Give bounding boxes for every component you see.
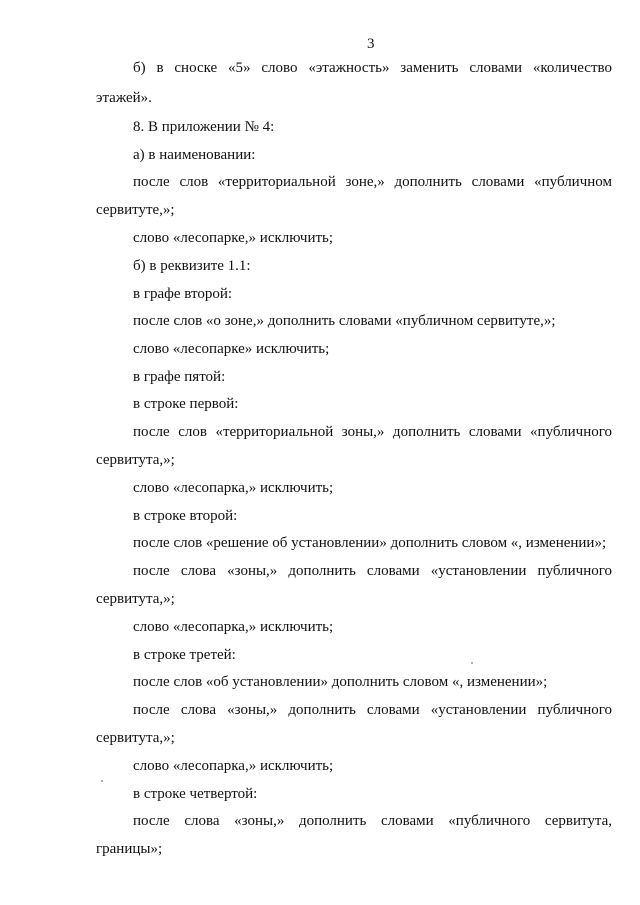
scan-speck — [101, 780, 103, 782]
text-line: в строке первой: — [133, 396, 239, 412]
text-line: слово «лесопарке,» исключить; — [133, 230, 334, 246]
text-line: слово «лесопарка,» исключить; — [133, 480, 334, 496]
text-line: слово «лесопарка,» исключить; — [133, 758, 334, 774]
text-line: после слов «территориальной зоне,» дополнить словами «публичном — [133, 174, 612, 190]
text-line: после слова «зоны,» дополнить словами «публичного сервитута, — [133, 813, 612, 829]
text-line: после слов «решение об установлении» дополнить словом «, изменении»; — [133, 535, 607, 551]
section-heading: 8. В приложении № 4: — [133, 119, 275, 135]
text-line: после слов «об установлении» дополнить словом «, изменении»; — [133, 674, 548, 690]
text-line: а) в наименовании: — [133, 147, 256, 163]
text-line: после слова «зоны,» дополнить словами «установлении публичного — [133, 702, 612, 718]
text-line: после слов «о зоне,» дополнить словами «публичном сервитуте,»; — [133, 313, 556, 329]
text-line: в графе второй: — [133, 286, 233, 302]
text-line: в графе пятой: — [133, 369, 226, 385]
text-line: б) в сноске «5» слово «этажность» заменить словами «количество — [133, 60, 612, 76]
text-line: границы»; — [96, 841, 163, 857]
text-line: сервитута,»; — [96, 730, 175, 746]
text-line: в строке второй: — [133, 508, 238, 524]
page-number: 3 — [367, 36, 375, 52]
text-line: сервитута,»; — [96, 452, 175, 468]
scan-speck — [471, 662, 473, 664]
text-line: в строке четвертой: — [133, 786, 258, 802]
text-line: в строке третей: — [133, 647, 236, 663]
text-line: б) в реквизите 1.1: — [133, 258, 251, 274]
text-line: сервитута,»; — [96, 591, 175, 607]
text-line: сервитуте,»; — [96, 202, 175, 218]
text-line: слово «лесопарка,» исключить; — [133, 619, 334, 635]
text-line: слово «лесопарке» исключить; — [133, 341, 330, 357]
text-line: после слов «территориальной зоны,» дополнить словами «публичного — [133, 424, 612, 440]
text-line: этажей». — [96, 90, 152, 106]
text-line: после слова «зоны,» дополнить словами «установлении публичного — [133, 563, 612, 579]
